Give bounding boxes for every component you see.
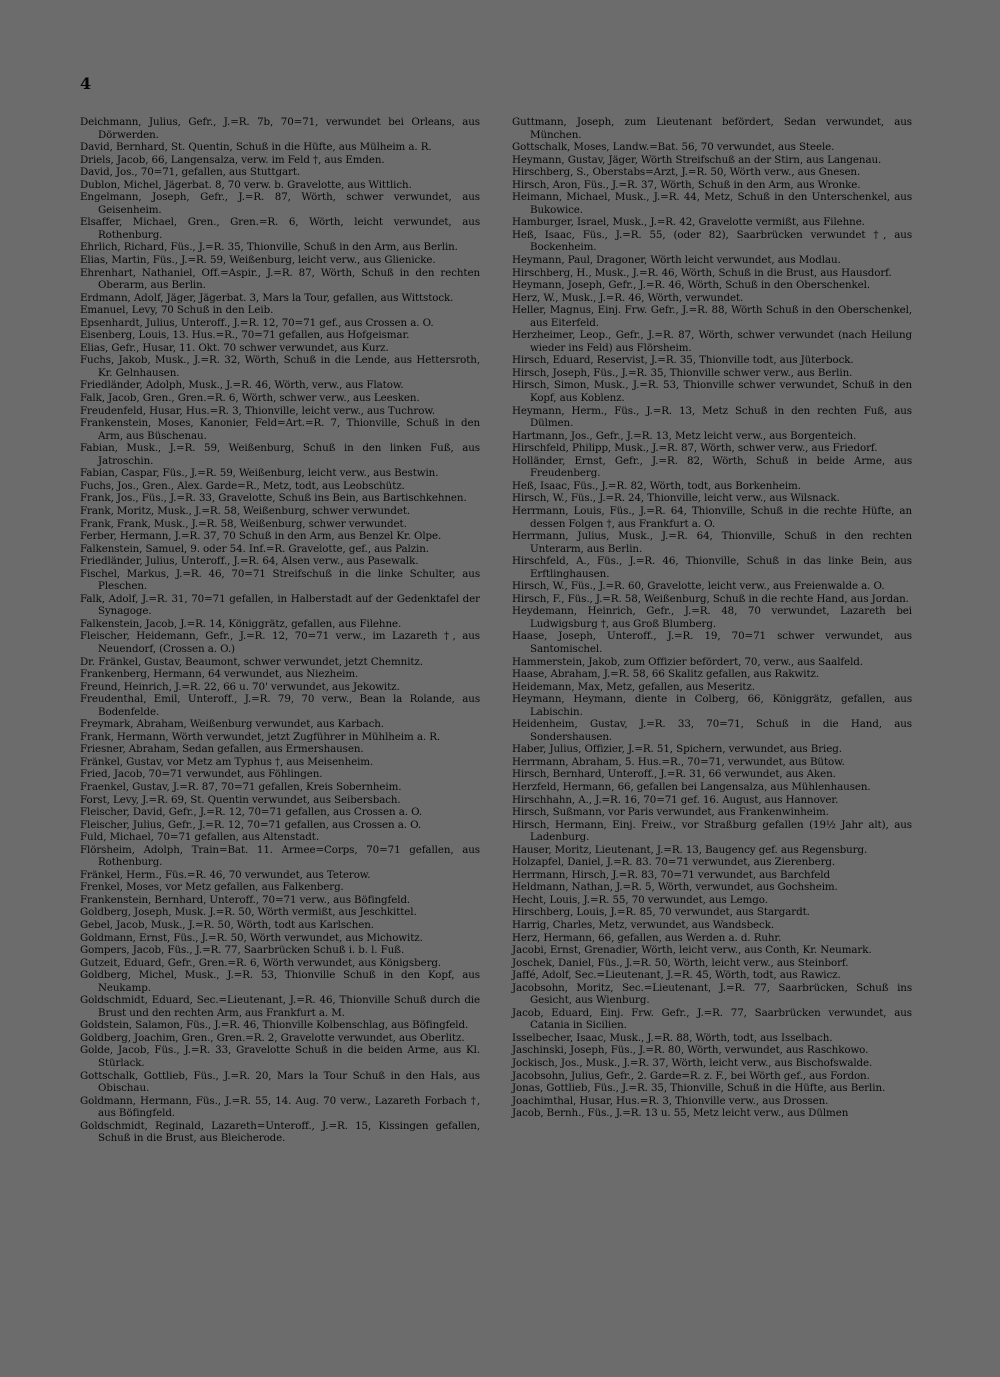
roster-entry: Isselbecher, Isaac, Musk., J.=R. 88, Wörth, todt, aus Isselbach. — [512, 1031, 833, 1044]
roster-entry: Goldberg, Joachim, Gren., Gren.=R. 2, Gravelotte verwundet, aus Oberlitz. — [80, 1031, 465, 1044]
roster-entry: Friedländer, Julius, Unteroff., J.=R. 64, Alsen verw., aus Pasewalk. — [80, 555, 419, 568]
roster-entry: Gutzeit, Eduard, Gefr., Gren.=R. 6, Wörth verwundet, aus Königsberg. — [80, 956, 442, 969]
roster-entry: Eisenberg, Louis, 13. Hus.=R., 70=71 gefallen, aus Hofgeismar. — [80, 329, 410, 342]
roster-entry: Hirsch, W., Füs., J.=R. 60, Gravelotte, leicht verw., aus Freienwalde a. O. — [512, 580, 885, 593]
roster-entry: David, Jos., 70=71, gefallen, aus Stuttgart. — [80, 166, 301, 179]
roster-entry: Heydemann, Heinrich, Gefr., J.=R. 48, 70 verwundet, Lazareth bei Ludwigsburg †, aus Groß Blumberg. — [512, 605, 912, 630]
roster-entry: Jacob, Bernh., Füs., J.=R. 13 u. 55, Metz leicht verw., aus Dülmen — [512, 1107, 849, 1120]
roster-entry: Fried, Jacob, 70=71 verwundet, aus Föhlingen. — [80, 768, 323, 781]
roster-entry: Hirsch, Sußmann, vor Paris verwundet, aus Frankenwinheim. — [512, 806, 829, 819]
roster-entry: Fuchs, Jos., Gren., Alex. Garde=R., Metz, todt, aus Leobschütz. — [80, 479, 405, 492]
roster-entry: Frenkel, Moses, vor Metz gefallen, aus Falkenberg. — [80, 881, 344, 894]
roster-entry: Falk, Jacob, Gren., Gren.=R. 6, Wörth, schwer verw., aus Leesken. — [80, 392, 420, 405]
roster-entry: Jaffé, Adolf, Sec.=Lieutenant, J.=R. 45, Wörth, todt, aus Rawicz. — [512, 969, 841, 982]
roster-entry: Gompers, Jacob, Füs., J.=R. 77, Saarbrücken Schuß i. b. l. Fuß. — [80, 944, 405, 957]
roster-entry: Heller, Magnus, Einj. Frw. Gefr., J.=R. 88, Wörth Schuß in den Oberschenkel, aus Eiterfeld. — [512, 304, 912, 329]
roster-entry: Joachimthal, Husar, Hus.=R. 3, Thionville verw., aus Drossen. — [512, 1094, 829, 1107]
roster-entry: Hirschberg, S., Oberstabs=Arzt, J.=R. 50, Wörth verw., aus Gnesen. — [512, 166, 861, 179]
roster-entry: Fischel, Markus, J.=R. 46, 70=71 Streifschuß in die linke Schulter, aus Pleschen. — [80, 567, 480, 593]
roster-entry: Ehrlich, Richard, Füs., J.=R. 35, Thionville, Schuß in den Arm, aus Berlin. — [80, 241, 458, 254]
roster-entry: Golde, Jacob, Füs., J.=R. 33, Gravelotte Schuß in die beiden Arme, aus Kl. Stürlack. — [80, 1044, 480, 1070]
roster-entry: Friesner, Abraham, Sedan gefallen, aus Ermershausen. — [80, 743, 364, 756]
roster-entry: Heidenheim, Gustav, J.=R. 33, 70=71, Schuß in die Hand, aus Sondershausen. — [512, 718, 912, 743]
roster-entry: Fleischer, Julius, Gefr., J.=R. 12, 70=71 gefallen, aus Crossen a. O. — [80, 818, 422, 831]
roster-entry: Hamburger, Israel, Musk., J.=R. 42, Gravelotte vermißt, aus Filehne. — [512, 216, 865, 229]
roster-entry: Fabian, Musk., J.=R. 59, Weißenburg, Schuß in den linken Fuß, aus Jatroschin. — [80, 442, 480, 467]
roster-entry: Frank, Moritz, Musk., J.=R. 58, Weißenburg, schwer verwundet. — [80, 504, 411, 517]
roster-entry: Falkenstein, Jacob, J.=R. 14, Königgrätz, gefallen, aus Filehne. — [80, 617, 402, 630]
roster-entry: Fleischer, Heidemann, Gefr., J.=R. 12, 70=71 verw., im Lazareth †, aus Neuendorf, (Crossen a. O.) — [80, 630, 480, 655]
right-column — [512, 116, 912, 1120]
roster-entry: Gottschalk, Moses, Landw.=Bat. 56, 70 verwundet, aus Steele. — [512, 141, 835, 154]
roster-entry: Herzfeld, Hermann, 66, gefallen bei Langensalza, aus Mühlenhausen. — [512, 780, 871, 793]
roster-entry: Heß, Isaac, Füs., J.=R. 55, (oder 82), Saarbrücken verwundet †, aus Bockenheim. — [512, 228, 912, 254]
roster-entry: Frankenstein, Moses, Kanonier, Feld=Art.=R. 7, Thionville, Schuß in den Arm, aus Büschenau. — [80, 417, 480, 442]
roster-entry: Goldmann, Hermann, Füs., J.=R. 55, 14. Aug. 70 verw., Lazareth Forbach †, aus Böfingfeld. — [80, 1094, 480, 1120]
roster-entry: Herrmann, Abraham, 5. Hus.=R., 70=71, verwundet, aus Bütow. — [512, 755, 845, 768]
roster-entry: Friedländer, Adolph, Musk., J.=R. 46, Wörth, verw., aus Flatow. — [80, 379, 404, 392]
roster-entry: Elsaffer, Michael, Gren., Gren.=R. 6, Wörth, leicht verwundet, aus Rothenburg. — [80, 216, 480, 241]
roster-entry: David, Bernhard, St. Quentin, Schuß in die Hüfte, aus Mülheim a. R. — [80, 141, 432, 154]
roster-entry: Hirschfeld, Philipp, Musk., J.=R. 87, Wörth, schwer verw., aus Friedorf. — [512, 442, 878, 455]
roster-entry: Jockisch, Jos., Musk., J.=R. 37, Wörth, leicht verw., aus Bischofswalde. — [512, 1057, 873, 1070]
roster-entry: Dublon, Michel, Jägerbat. 8, 70 verw. b. Gravelotte, aus Wittlich. — [80, 178, 412, 191]
roster-entry: Jacob, Eduard, Einj. Frw. Gefr., J.=R. 77, Saarbrücken verwundet, aus Catania in Sicilien. — [512, 1006, 912, 1032]
roster-entry: Flörsheim, Adolph, Train=Bat. 11. Armee=Corps, 70=71 gefallen, aus Rothenburg. — [80, 843, 480, 869]
roster-entry: Hirsch, Bernhard, Unteroff., J.=R. 31, 66 verwundet, aus Aken. — [512, 768, 836, 781]
roster-entry: Hirsch, Eduard, Reservist, J.=R. 35, Thionville todt, aus Jüterbock. — [512, 354, 854, 367]
roster-entry: Fuld, Michael, 70=71 gefallen, aus Altenstadt. — [80, 831, 319, 844]
roster-entry: Joschek, Daniel, Füs., J.=R. 50, Wörth, leicht verw., aus Steinborf. — [512, 956, 849, 969]
roster-entry: Haase, Abraham, J.=R. 58, 66 Skalitz gefallen, aus Rakwitz. — [512, 668, 819, 681]
roster-entry: Heimann, Michael, Musk., J.=R. 44, Metz, Schuß in den Unterschenkel, aus Bukowice. — [512, 191, 912, 216]
roster-entry: Jacobsohn, Moritz, Sec.=Lieutenant, J.=R. 77, Saarbrücken, Schuß ins Gesicht, aus Wienburg. — [512, 981, 912, 1007]
roster-entry: Elias, Martin, Füs., J.=R. 59, Weißenburg, leicht verw., aus Glienicke. — [80, 254, 436, 267]
roster-entry: Engelmann, Joseph, Gefr., J.=R. 87, Wörth, schwer verwundet, aus Geisenheim. — [80, 191, 480, 216]
roster-entry: Harrig, Charles, Metz, verwundet, aus Wandsbeck. — [512, 919, 775, 931]
roster-entry: Goldschmidt, Reginald, Lazareth=Unteroff., J.=R. 15, Kissingen gefallen, Schuß in die Brust, aus Bleicherode. — [80, 1119, 480, 1145]
roster-entry: Herrmann, Hirsch, J.=R. 83, 70=71 verwundet, aus Barchfeld — [512, 868, 830, 881]
roster-entry: Falk, Adolf, J.=R. 31, 70=71 gefallen, in Halberstadt auf der Gedenktafel der Synagoge. — [80, 592, 480, 618]
roster-entry: Guttmann, Joseph, zum Lieutenant befördert, Sedan verwundet, aus München. — [512, 116, 912, 141]
roster-entry: Falkenstein, Samuel, 9. oder 54. Inf.=R. Gravelotte, gef., aus Palzin. — [80, 542, 429, 555]
roster-entry: Fränkel, Gustav, vor Metz am Typhus †, aus Meisenheim. — [80, 755, 374, 768]
roster-entry: Jacobsohn, Julius, Gefr., 2. Garde=R. z. F., bei Wörth gef., aus Fordon. — [512, 1069, 870, 1082]
roster-entry: Freymark, Abraham, Weißenburg verwundet, aus Karbach. — [80, 718, 384, 731]
roster-entry: Freudenthal, Emil, Unteroff., J.=R. 79, 70 verw., Bean la Rolande, aus Bodenfelde. — [80, 693, 480, 718]
roster-entry: Holländer, Ernst, Gefr., J.=R. 82, Wörth, Schuß in beide Arme, aus Freudenberg. — [512, 454, 912, 480]
left-column — [80, 116, 480, 1145]
roster-entry: Forst, Levy, J.=R. 69, St. Quentin verwundet, aus Seibersbach. — [80, 793, 401, 806]
roster-entry: Frank, Jos., Füs., J.=R. 33, Gravelotte, Schuß ins Bein, aus Bartischkehnen. — [80, 492, 467, 505]
roster-entry: Erdmann, Adolf, Jäger, Jägerbat. 3, Mars la Tour, gefallen, aus Wittstock. — [80, 291, 454, 304]
roster-entry: Elias, Gefr., Husar, 11. Okt. 70 schwer verwundet, aus Kurz. — [80, 341, 389, 354]
roster-entry: Heymann, Gustav, Jäger, Wörth Streifschuß an der Stirn, aus Langenau. — [512, 153, 882, 166]
roster-entry: Fuchs, Jakob, Musk., J.=R. 32, Wörth, Schuß in die Lende, aus Hettersroth, Kr. Gelnhausen. — [80, 354, 480, 379]
roster-entry: Herz, W., Musk., J.=R. 46, Wörth, verwundet. — [512, 291, 744, 304]
roster-entry: Dr. Fränkel, Gustav, Beaumont, schwer verwundet, jetzt Chemnitz. — [80, 655, 423, 668]
roster-entry: Holzapfel, Daniel, J.=R. 83. 70=71 verwundet, aus Zierenberg. — [512, 856, 836, 869]
roster-entry: Fabian, Caspar, Füs., J.=R. 59, Weißenburg, leicht verw., aus Bestwin. — [80, 467, 439, 480]
roster-entry: Hirsch, Simon, Musk., J.=R. 53, Thionville schwer verwundet, Schuß in den Kopf, aus Koblenz. — [512, 379, 912, 405]
roster-entry: Freudenfeld, Husar, Hus.=R. 3, Thionville, leicht verw., aus Tuchrow. — [80, 404, 436, 417]
roster-entry: Herz, Hermann, 66, gefallen, aus Werden a. d. Ruhr. — [512, 931, 782, 944]
roster-entry: Goldmann, Ernst, Füs., J.=R. 50, Wörth verwundet, aus Michowitz. — [80, 931, 423, 944]
roster-entry: Hirschberg, H., Musk., J.=R. 46, Wörth, Schuß in die Brust, aus Hausdorf. — [512, 266, 892, 279]
roster-entry: Heymann, Paul, Dragoner, Wörth leicht verwundet, aus Modlau. — [512, 254, 841, 267]
roster-entry: Goldschmidt, Eduard, Sec.=Lieutenant, J.=R. 46, Thionville Schuß durch die Brust und den rechten Arm, aus Frankfurt a. M. — [80, 994, 480, 1019]
roster-entry: Hartmann, Jos., Gefr., J.=R. 13, Metz leicht verw., aus Borgenteich. — [512, 429, 857, 442]
page-number: 4 — [80, 74, 92, 93]
roster-entry: Heldmann, Nathan, J.=R. 5, Wörth, verwundet, aus Gochsheim. — [512, 881, 838, 894]
roster-entry: Goldstein, Salamon, Füs., J.=R. 46, Thionville Kolbenschlag, aus Böfingfeld. — [80, 1019, 469, 1032]
roster-entry: Heß, Isaac, Füs., J.=R. 82, Wörth, todt, aus Borkenheim. — [512, 479, 801, 492]
roster-entry: Haase, Joseph, Unteroff., J.=R. 19, 70=71 schwer verwundet, aus Santomischel. — [512, 630, 912, 655]
roster-entry: Epsenhardt, Julius, Unteroff., J.=R. 12, 70=71 gef., aus Crossen a. O. — [80, 316, 434, 329]
roster-entry: Herrmann, Louis, Füs., J.=R. 64, Thionville, Schuß in die rechte Hüfte, an dessen Folgen †, aus Frankfurt a. O. — [512, 504, 912, 530]
roster-entry: Deichmann, Julius, Gefr., J.=R. 7b, 70=71, verwundet bei Orleans, aus Dörwerden. — [80, 116, 480, 141]
roster-entry: Hauser, Moritz, Lieutenant, J.=R. 13, Baugency gef. aus Regensburg. — [512, 843, 868, 856]
roster-entry: Frank, Hermann, Wörth verwundet, jetzt Zugführer in Mühlheim a. R. — [80, 730, 441, 743]
roster-entry: Fränkel, Herm., Füs.=R. 46, 70 verwundet, aus Teterow. — [80, 868, 371, 881]
roster-entry: Goldberg, Joseph, Musk. J.=R. 50, Wörth vermißt, aus Jeschkittel. — [80, 906, 417, 919]
roster-entry: Hecht, Louis, J.=R. 55, 70 verwundet, aus Lemgo. — [512, 893, 768, 906]
roster-entry: Heidemann, Max, Metz, gefallen, aus Meseritz. — [512, 680, 755, 693]
roster-entry: Heymann, Joseph, Gefr., J.=R. 46, Wörth, Schuß in den Oberschenkel. — [512, 279, 870, 292]
roster-entry: Ehrenhart, Nathaniel, Off.=Aspir., J.=R. 87, Wörth, Schuß in den rechten Oberarm, aus Berlin. — [80, 266, 480, 292]
roster-entry: Gebel, Jacob, Musk., J.=R. 50, Wörth, todt aus Karlschen. — [80, 919, 374, 931]
roster-entry: Jacobi, Ernst, Grenadier, Wörth, leicht verw., aus Conth, Kr. Neumark. — [512, 944, 872, 957]
roster-entry: Fraenkel, Gustav, J.=R. 87, 70=71 gefallen, Kreis Sobernheim. — [80, 780, 402, 793]
roster-entry: Emanuel, Levy, 70 Schuß in den Leib. — [80, 304, 274, 317]
roster-entry: Jaschinski, Joseph, Füs., J.=R. 80, Wörth, verwundet, aus Raschkowo. — [512, 1044, 869, 1057]
roster-entry: Hirsch, W., Füs., J.=R. 24, Thionville, leicht verw., aus Wilsnack. — [512, 492, 840, 505]
roster-entry: Jonas, Gottlieb, Füs., J.=R. 35, Thionville, Schuß in die Hüfte, aus Berlin. — [512, 1082, 886, 1095]
roster-entry: Frankenstein, Bernhard, Unteroff., 70=71 verw., aus Böfingfeld. — [80, 893, 411, 906]
roster-entry: Hirsch, Aron, Füs., J.=R. 37, Wörth, Schuß in den Arm, aus Wronke. — [512, 178, 861, 191]
roster-entry: Freund, Heinrich, J.=R. 22, 66 u. 70' verwundet, aus Jekowitz. — [80, 680, 400, 693]
roster-entry: Goldberg, Michel, Musk., J.=R. 53, Thionville Schuß in den Kopf, aus Neukamp. — [80, 969, 480, 994]
roster-entry: Herrmann, Julius, Musk., J.=R. 64, Thionville, Schuß in den rechten Unterarm, aus Berlin. — [512, 530, 912, 555]
roster-entry: Haber, Julius, Offizier, J.=R. 51, Spichern, verwundet, aus Brieg. — [512, 743, 842, 756]
roster-entry: Hammerstein, Jakob, zum Offizier befördert, 70, verw., aus Saalfeld. — [512, 655, 863, 668]
roster-entry: Herzheimer, Leop., Gefr., J.=R. 87, Wörth, schwer verwundet (nach Heilung wieder ins Feld) aus Flörsheim. — [512, 329, 912, 354]
roster-entry: Fleischer, David, Gefr., J.=R. 12, 70=71 gefallen, aus Crossen a. O. — [80, 806, 422, 819]
roster-entry: Hirsch, Hermann, Einj. Freiw., vor Straßburg gefallen (19½ Jahr alt), aus Ladenburg. — [512, 818, 912, 844]
roster-entry: Hirsch, Joseph, Füs., J.=R. 35, Thionville schwer verw., aus Berlin. — [512, 366, 853, 379]
roster-entry: Gottschalk, Gottlieb, Füs., J.=R. 20, Mars la Tour Schuß in den Hals, aus Obischau. — [80, 1069, 480, 1095]
roster-entry: Driels, Jacob, 66, Langensalza, verw. im Feld †, aus Emden. — [80, 153, 385, 166]
roster-entry: Hirschberg, Louis, J.=R. 85, 70 verwundet, aus Stargardt. — [512, 906, 810, 919]
roster-entry: Hirsch, F., Füs., J.=R. 58, Weißenburg, Schuß in die rechte Hand, aus Jordan. — [512, 592, 909, 605]
roster-entry: Hirschfeld, A., Füs., J.=R. 46, Thionville, Schuß in das linke Bein, aus Erftlinghausen. — [512, 555, 912, 580]
roster-entry: Heymann, Heymann, diente in Colberg, 66, Königgrätz, gefallen, aus Labischin. — [512, 693, 912, 718]
roster-entry: Ferber, Hermann, J.=R. 37, 70 Schuß in den Arm, aus Benzel Kr. Olpe. — [80, 530, 442, 543]
roster-entry: Hirschhahn, A., J.=R. 16, 70=71 gef. 16. August, aus Hannover. — [512, 793, 839, 806]
roster-entry: Heymann, Herm., Füs., J.=R. 13, Metz Schuß in den rechten Fuß, aus Dülmen. — [512, 404, 912, 430]
roster-entry: Frank, Frank, Musk., J.=R. 58, Weißenburg, schwer verwundet. — [80, 517, 407, 530]
roster-entry: Frankenberg, Hermann, 64 verwundet, aus Niezheim. — [80, 668, 359, 681]
